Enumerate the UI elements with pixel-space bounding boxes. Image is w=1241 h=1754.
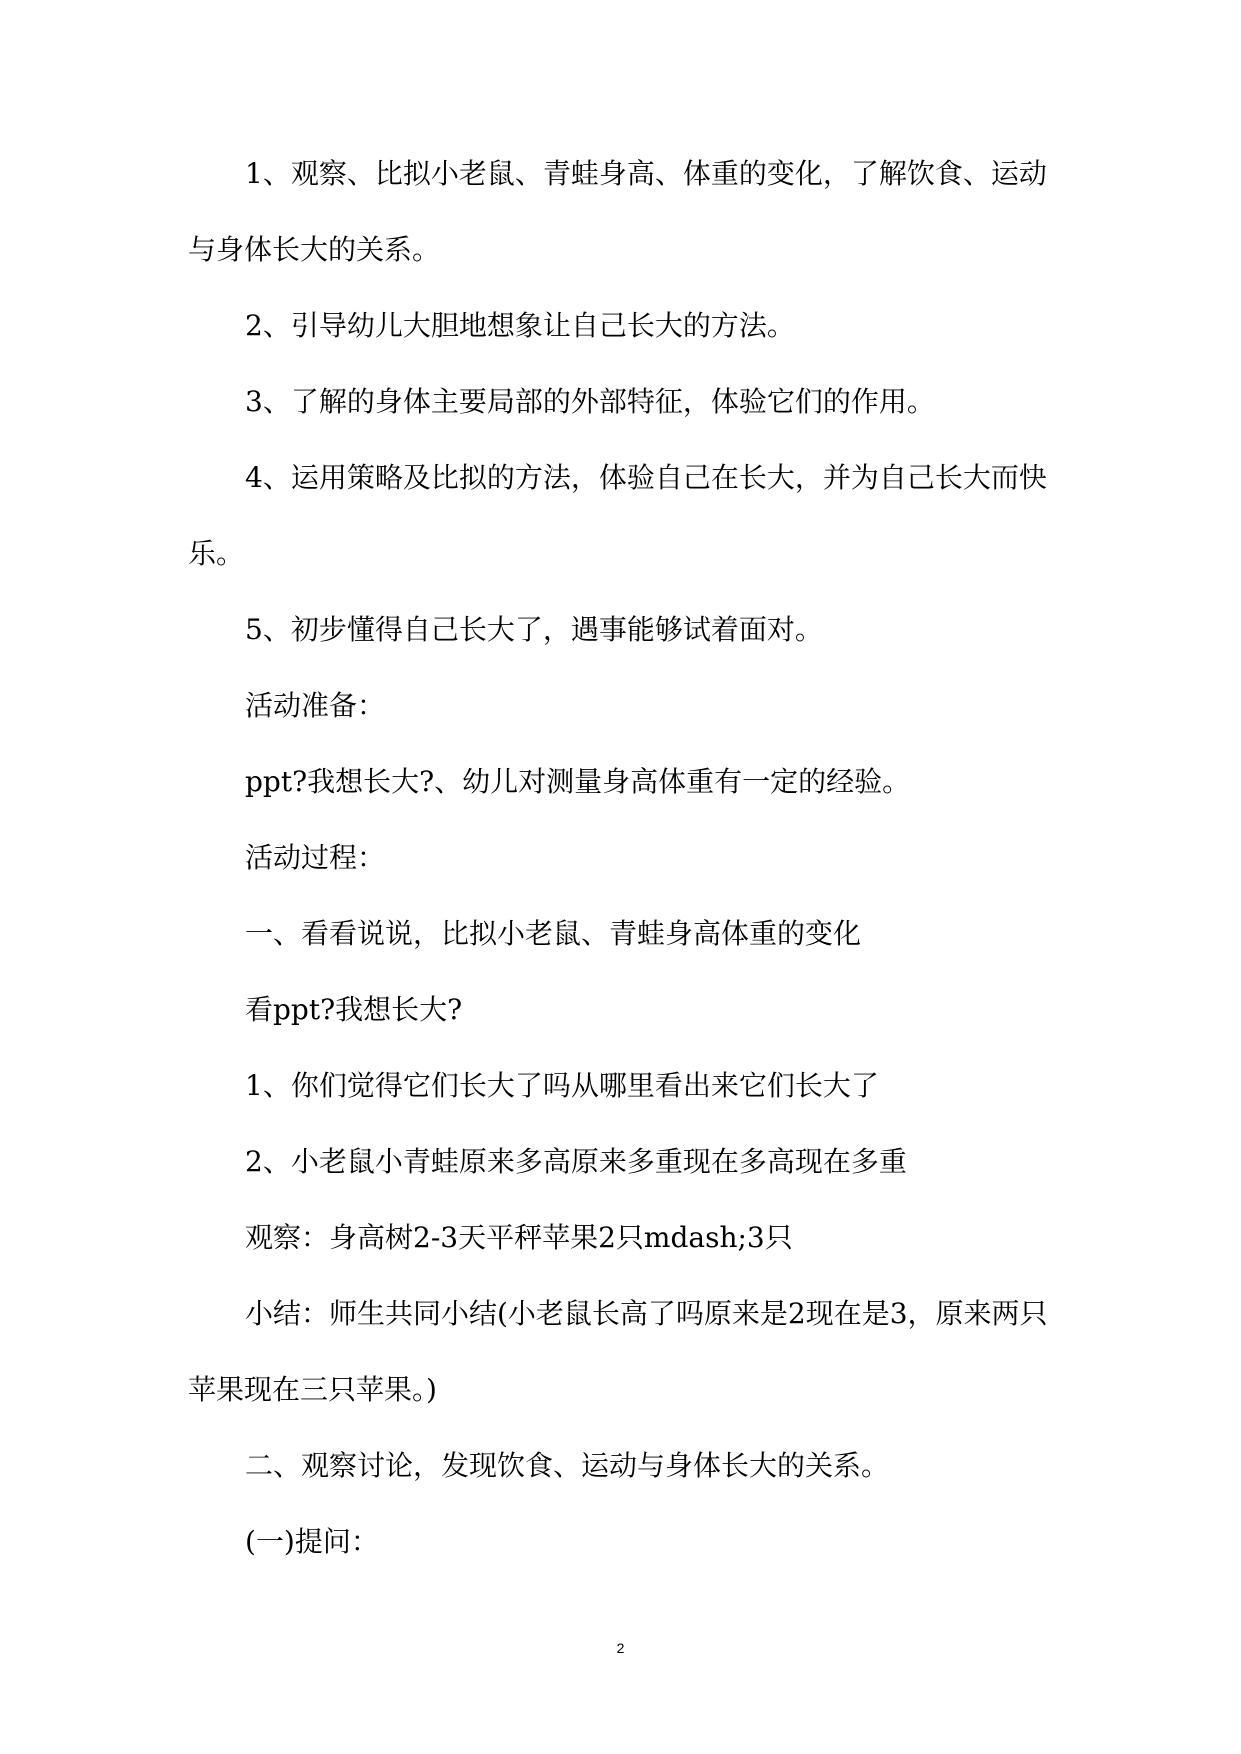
process-heading: 活动过程： xyxy=(245,841,386,874)
section-two-heading: 二、观察讨论，发现饮食、运动与身体长大的关系。 xyxy=(245,1449,890,1482)
observation-line: 观察：身高树2-3天平秤苹果2只mdash;3只 xyxy=(245,1221,793,1254)
objective-4: 4、运用策略及比拟的方法，体验自己在长大，并为自己长大而快乐。 xyxy=(188,461,1047,570)
preparation-heading: 活动准备： xyxy=(245,689,386,722)
objective-2: 2、引导幼儿大胆地想象让自己长大的方法。 xyxy=(245,309,795,342)
question-1: 1、你们觉得它们长大了吗从哪里看出来它们长大了 xyxy=(245,1069,879,1102)
summary-paragraph: 小结：师生共同小结(小老鼠长高了吗原来是2现在是3，原来两只苹果现在三只苹果。) xyxy=(188,1297,1048,1406)
objective-3: 3、了解的身体主要局部的外部特征，体验它们的作用。 xyxy=(245,385,935,418)
objective-1: 1、观察、比拟小老鼠、青蛙身高、体重的变化，了解饮食、运动与身体长大的关系。 xyxy=(188,157,1047,266)
question-2: 2、小老鼠小青蛙原来多高原来多重现在多高现在多重 xyxy=(245,1145,907,1178)
watch-ppt-line: 看ppt?我想长大? xyxy=(245,993,463,1026)
objective-5: 5、初步懂得自己长大了，遇事能够试着面对。 xyxy=(245,613,823,646)
page-number: 2 xyxy=(616,1640,625,1656)
preparation-text: ppt?我想长大?、幼儿对测量身高体重有一定的经验。 xyxy=(245,765,911,798)
question-heading: (一)提问： xyxy=(245,1525,379,1558)
section-one-heading: 一、看看说说，比拟小老鼠、青蛙身高体重的变化 xyxy=(245,917,862,950)
